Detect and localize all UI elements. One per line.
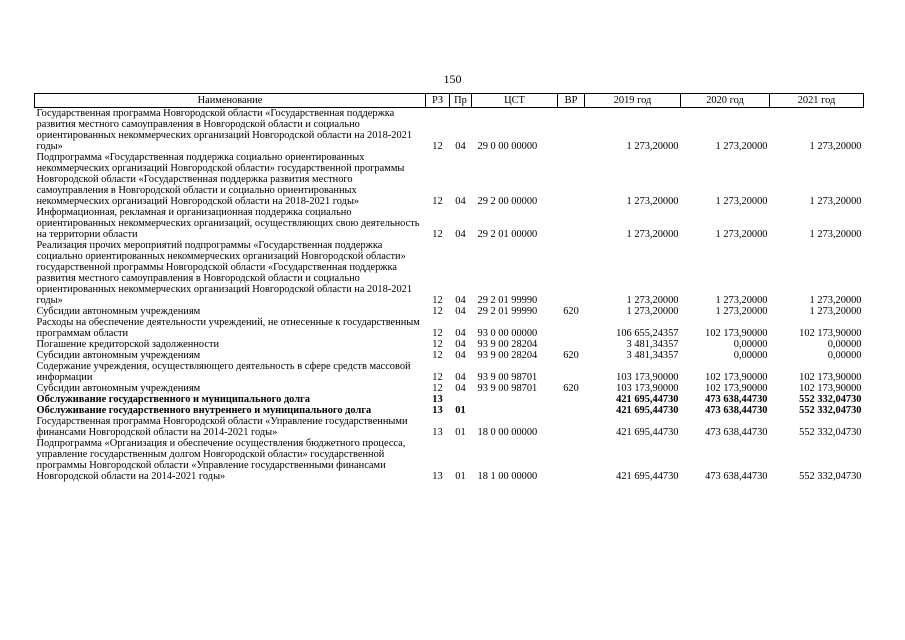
row-2019: 1 273,20000 bbox=[626, 229, 679, 240]
row-2019: 421 695,44730 bbox=[616, 427, 679, 438]
row-rz: 12 bbox=[432, 328, 443, 339]
header-vr: ВР bbox=[558, 94, 585, 108]
row-pr: 04 bbox=[455, 306, 466, 317]
row-pr: 04 bbox=[455, 372, 466, 383]
row-2021: 552 332,04730 bbox=[799, 394, 862, 405]
row-2020: 1 273,20000 bbox=[715, 196, 768, 207]
row-vr bbox=[558, 438, 585, 482]
row-vr bbox=[558, 405, 585, 416]
row-2019: 421 695,44730 bbox=[616, 471, 679, 482]
row-cst: 93 0 00 00000 bbox=[477, 328, 538, 339]
row-2020: 473 638,44730 bbox=[705, 405, 768, 416]
header-2019: 2019 год bbox=[585, 94, 681, 108]
row-2019: 103 173,90000 bbox=[616, 372, 679, 383]
row-name: Информационная, рекламная и организационная поддержка социально ориентированных некоммерческих организаций, осуществляющих свою деятельность на территории области bbox=[36, 207, 420, 240]
row-cst: 29 2 01 99990 bbox=[477, 306, 538, 317]
header-cst: ЦСТ bbox=[472, 94, 558, 108]
row-2019: 1 273,20000 bbox=[626, 295, 679, 306]
row-vr bbox=[558, 361, 585, 383]
row-2021: 0,00000 bbox=[827, 339, 862, 350]
row-2019: 421 695,44730 bbox=[616, 405, 679, 416]
row-cst: 18 0 00 00000 bbox=[477, 427, 538, 438]
row-name: Государственная программа Новгородской области «Управление государственными финансами Новгородской области на 2014-2021 годы» bbox=[36, 416, 408, 438]
row-pr: 04 bbox=[455, 328, 466, 339]
row-pr: 04 bbox=[455, 383, 466, 394]
row-pr: 04 bbox=[455, 339, 466, 350]
row-cst: 29 2 01 99990 bbox=[477, 295, 538, 306]
row-vr bbox=[558, 152, 585, 207]
row-2021: 1 273,20000 bbox=[809, 306, 862, 317]
row-rz: 13 bbox=[432, 471, 443, 482]
row-vr bbox=[558, 240, 585, 306]
row-name: Реализация прочих мероприятий подпрограммы «Государственная поддержка социально ориентированных некоммерческих организаций Новгородской области» государственной программы Новгородской области «Государственная поддержка развития местного самоуправления в Новгородской области и социально ориентированных некоммерческих организаций Новгородской области на 2018-2021 годы» bbox=[36, 240, 413, 306]
row-vr bbox=[558, 394, 585, 405]
row-2020: 473 638,44730 bbox=[705, 471, 768, 482]
header-name: Наименование bbox=[35, 94, 426, 108]
row-vr bbox=[558, 108, 585, 153]
row-name: Субсидии автономным учреждениям bbox=[36, 306, 201, 317]
row-rz: 12 bbox=[432, 306, 443, 317]
row-2020: 473 638,44730 bbox=[705, 394, 768, 405]
row-2019: 106 655,24357 bbox=[616, 328, 679, 339]
row-vr: 620 bbox=[563, 383, 579, 394]
row-2020: 102 173,90000 bbox=[705, 383, 768, 394]
table-row bbox=[35, 394, 864, 405]
row-rz: 12 bbox=[432, 350, 443, 361]
row-rz: 12 bbox=[432, 372, 443, 383]
header-rz: РЗ bbox=[426, 94, 450, 108]
row-2020: 1 273,20000 bbox=[715, 229, 768, 240]
row-rz: 12 bbox=[432, 196, 443, 207]
table-row bbox=[35, 306, 864, 317]
row-2021: 552 332,04730 bbox=[799, 405, 862, 416]
table-row bbox=[35, 416, 864, 438]
row-cst bbox=[472, 394, 558, 405]
row-2021: 102 173,90000 bbox=[799, 383, 862, 394]
row-2021: 102 173,90000 bbox=[799, 328, 862, 339]
row-2019: 1 273,20000 bbox=[626, 141, 679, 152]
row-cst: 29 0 00 00000 bbox=[477, 141, 538, 152]
row-name: Обслуживание государственного и муниципального долга bbox=[36, 394, 310, 405]
row-cst: 93 9 00 28204 bbox=[477, 350, 538, 361]
table-row bbox=[35, 317, 864, 339]
row-2019: 1 273,20000 bbox=[626, 306, 679, 317]
header-2020: 2020 год bbox=[681, 94, 770, 108]
row-name: Государственная программа Новгородской области «Государственная поддержка развития местного самоуправления в Новгородской области и социально ориентированных некоммерческих организаций Новгородской области на 2018-2021 годы» bbox=[36, 108, 413, 152]
row-name: Субсидии автономным учреждениям bbox=[36, 350, 201, 361]
row-2020: 0,00000 bbox=[733, 350, 768, 361]
row-2019: 3 481,34357 bbox=[626, 339, 679, 350]
row-2020: 1 273,20000 bbox=[715, 295, 768, 306]
row-2020: 102 173,90000 bbox=[705, 328, 768, 339]
row-2021: 0,00000 bbox=[827, 350, 862, 361]
budget-table bbox=[34, 93, 864, 482]
row-vr: 620 bbox=[563, 306, 579, 317]
row-pr: 01 bbox=[455, 471, 466, 482]
row-rz: 12 bbox=[432, 141, 443, 152]
row-rz: 13 bbox=[432, 394, 443, 405]
row-vr: 620 bbox=[563, 350, 579, 361]
row-2019: 3 481,34357 bbox=[626, 350, 679, 361]
row-cst: 93 9 00 28204 bbox=[477, 339, 538, 350]
row-cst bbox=[472, 405, 558, 416]
table-row bbox=[35, 361, 864, 383]
row-2021: 1 273,20000 bbox=[809, 196, 862, 207]
table-row bbox=[35, 350, 864, 361]
row-pr: 04 bbox=[455, 196, 466, 207]
table-row bbox=[35, 108, 864, 153]
row-2021: 102 173,90000 bbox=[799, 372, 862, 383]
row-name: Погашение кредиторской задолженности bbox=[36, 339, 220, 350]
table-row bbox=[35, 339, 864, 350]
row-rz: 12 bbox=[432, 295, 443, 306]
row-rz: 13 bbox=[432, 427, 443, 438]
row-name: Содержание учреждения, осуществляющего деятельность в сфере средств массовой информации bbox=[36, 361, 411, 383]
table-header-row bbox=[35, 94, 864, 108]
row-vr bbox=[558, 207, 585, 240]
row-cst: 93 9 00 98701 bbox=[477, 372, 538, 383]
row-2020: 0,00000 bbox=[733, 339, 768, 350]
table-row bbox=[35, 383, 864, 394]
row-2021: 1 273,20000 bbox=[809, 229, 862, 240]
table-row bbox=[35, 438, 864, 482]
row-rz: 13 bbox=[432, 405, 443, 416]
table-row bbox=[35, 405, 864, 416]
row-2021: 1 273,20000 bbox=[809, 295, 862, 306]
row-name: Подпрограмма «Государственная поддержка социально ориентированных некоммерческих организаций Новгородской области» государственной программы Новгородской области «Государственная поддержка развития местного самоуправления в Новгородской области и социально ориентированных некоммерческих организаций Новгородской области на 2018-2021 годы» bbox=[36, 152, 405, 207]
row-cst: 29 2 00 00000 bbox=[477, 196, 538, 207]
row-cst: 18 1 00 00000 bbox=[477, 471, 538, 482]
row-vr bbox=[558, 416, 585, 438]
row-2021: 1 273,20000 bbox=[809, 141, 862, 152]
row-name: Подпрограмма «Организация и обеспечение осуществления бюджетного процесса, управление государственным долгом Новгородской области» государственной программы Новгородской области «Управление государственными финансами Новгородской области на 2014-2021 годы» bbox=[36, 438, 406, 482]
row-pr: 04 bbox=[455, 229, 466, 240]
header-2021: 2021 год bbox=[770, 94, 864, 108]
row-vr bbox=[558, 339, 585, 350]
row-2021: 552 332,04730 bbox=[799, 471, 862, 482]
row-rz: 12 bbox=[432, 229, 443, 240]
row-rz: 12 bbox=[432, 339, 443, 350]
row-vr bbox=[558, 317, 585, 339]
row-name: Субсидии автономным учреждениям bbox=[36, 383, 201, 394]
row-pr: 01 bbox=[455, 427, 466, 438]
header-pr: Пр bbox=[450, 94, 472, 108]
row-2020: 1 273,20000 bbox=[715, 306, 768, 317]
row-rz: 12 bbox=[432, 383, 443, 394]
row-2019: 103 173,90000 bbox=[616, 383, 679, 394]
row-name: Обслуживание государственного внутреннего и муниципального долга bbox=[36, 405, 372, 416]
page-number: 150 bbox=[443, 72, 462, 86]
row-name: Расходы на обеспечение деятельности учреждений, не отнесенные к государственным программам области bbox=[36, 317, 420, 339]
row-pr bbox=[450, 394, 472, 405]
row-2019: 1 273,20000 bbox=[626, 196, 679, 207]
row-2019: 421 695,44730 bbox=[616, 394, 679, 405]
row-pr: 04 bbox=[455, 141, 466, 152]
row-pr: 01 bbox=[455, 405, 466, 416]
table-row bbox=[35, 152, 864, 207]
row-2020: 473 638,44730 bbox=[705, 427, 768, 438]
row-cst: 29 2 01 00000 bbox=[477, 229, 538, 240]
row-2020: 102 173,90000 bbox=[705, 372, 768, 383]
row-pr: 04 bbox=[455, 350, 466, 361]
table-row bbox=[35, 240, 864, 306]
row-2021: 552 332,04730 bbox=[799, 427, 862, 438]
table-row bbox=[35, 207, 864, 240]
row-2020: 1 273,20000 bbox=[715, 141, 768, 152]
row-pr: 04 bbox=[455, 295, 466, 306]
row-cst: 93 9 00 98701 bbox=[477, 383, 538, 394]
